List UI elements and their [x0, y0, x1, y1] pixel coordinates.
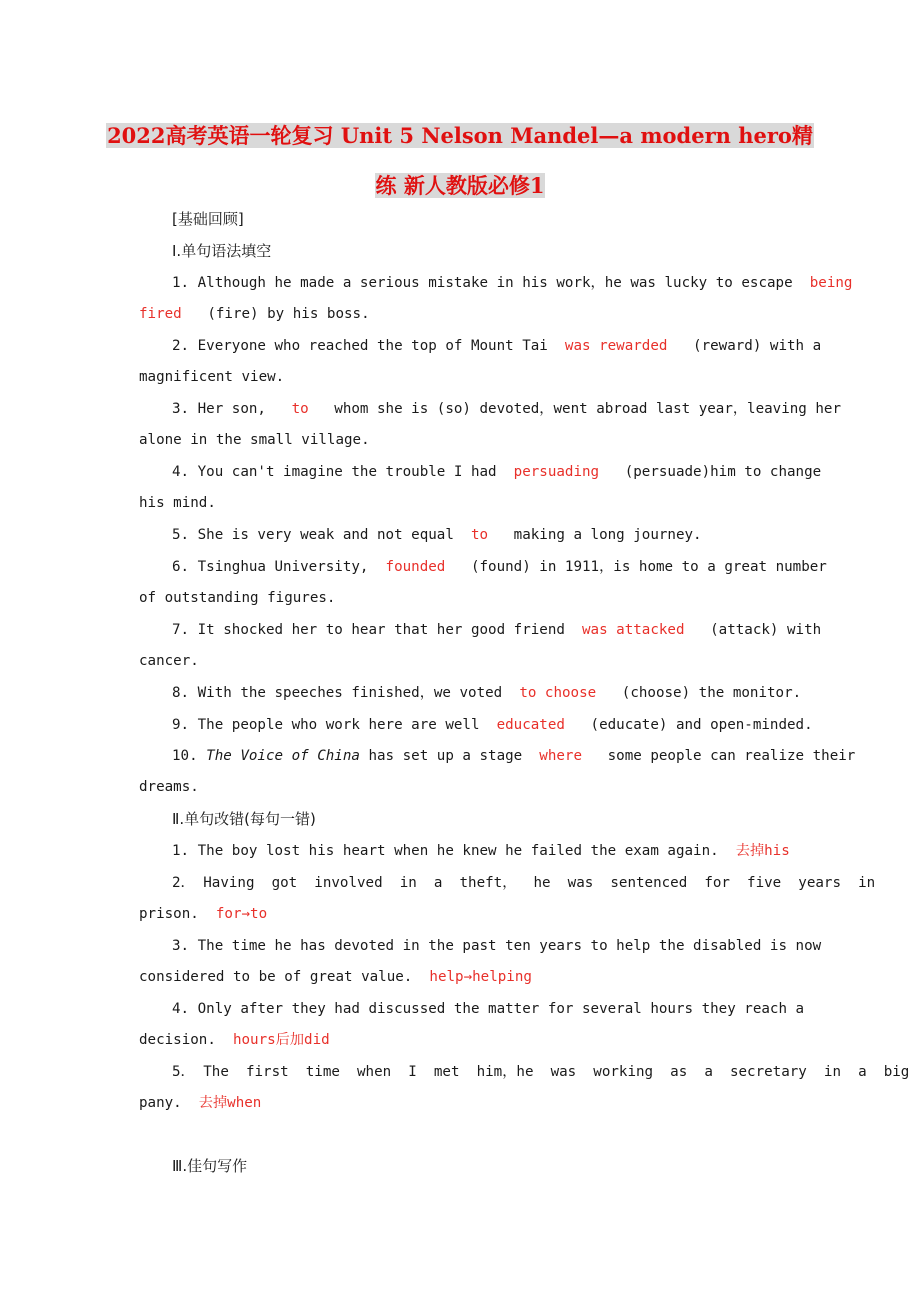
- doc-title-line1: 2022高考英语一轮复习 Unit 5 Nelson Mandel—a modern hero精: [107, 123, 813, 148]
- s2-q2: 2． Having got involved in a theft， he was sentenced for five years in: [172, 875, 876, 891]
- s2-q4-answer: hours后加did: [232, 1032, 330, 1048]
- s1-q10-cont: dreams.: [139, 779, 199, 795]
- s1-q6-cont: of outstanding figures.: [139, 590, 336, 606]
- s1-q10-answer: where: [539, 748, 583, 764]
- s2-q1-answer: 去掉his: [735, 843, 790, 859]
- basics-label: [基础回顾]: [172, 210, 244, 228]
- s1-q2: 2. Everyone who reached the top of Mount Tai was rewarded (reward) with a: [172, 338, 822, 354]
- s1-q10: 10. The Voice of China has set up a stage where some people can realize their: [172, 748, 856, 764]
- s2-q1: 1. The boy lost his heart when he knew he failed the exam again. 去掉his: [172, 843, 790, 859]
- s1-q8-answer: to choose: [519, 685, 597, 701]
- section3-heading: Ⅲ.佳句写作: [172, 1157, 248, 1175]
- section2-heading: Ⅱ.单句改错(每句一错): [172, 810, 316, 828]
- s1-q1: 1. Although he made a serious mistake in his work，he was lucky to escape being: [172, 275, 853, 291]
- s1-q4: 4. You can't imagine the trouble I had persuading (persuade)him to change: [172, 464, 822, 480]
- s2-q3-answer: help→helping: [429, 969, 532, 985]
- s2-q4: 4. Only after they had discussed the matter for several hours they reach a: [172, 1001, 805, 1017]
- s1-q9: 9. The people who work here are well educated (educate) and open-minded.: [172, 717, 813, 733]
- s1-q6: 6. Tsinghua University, founded (found) in 1911，is home to a great number: [172, 559, 827, 575]
- s2-q2-cont: prison. for→to: [139, 906, 268, 922]
- s2-q5-cont: pany. 去掉when: [139, 1095, 262, 1111]
- s1-q3: 3. Her son, to whom she is (so) devoted，went abroad last year，leaving her: [172, 401, 842, 417]
- s1-q7: 7. It shocked her to hear that her good friend was attacked (attack) with: [172, 622, 822, 638]
- s1-q2-answer: was rewarded: [564, 338, 668, 354]
- s1-q3-cont: alone in the small village.: [139, 432, 370, 448]
- s1-q1-cont: fired (fire) by his boss.: [139, 306, 370, 322]
- s2-q5: 5． The first time when I met him，he was working as a secretary in a big: [172, 1064, 910, 1080]
- s2-q5-answer: 去掉when: [198, 1095, 262, 1111]
- s1-q2-cont: magnificent view.: [139, 369, 285, 385]
- s1-q4-answer: persuading: [513, 464, 600, 480]
- doc-title-line2: 练 新人教版必修1: [375, 173, 545, 198]
- s1-q8: 8. With the speeches finished，we voted to choose (choose) the monitor.: [172, 685, 802, 701]
- section1-heading: Ⅰ.单句语法填空: [172, 242, 272, 260]
- s2-q2-answer: for→to: [215, 906, 268, 922]
- s1-q7-cont: cancer.: [139, 653, 199, 669]
- s1-q5-answer: to: [470, 527, 489, 543]
- s1-q9-answer: educated: [496, 717, 565, 733]
- s1-q7-answer: was attacked: [582, 622, 685, 638]
- s2-q3-cont: considered to be of great value. help→helping: [139, 969, 532, 985]
- s2-q4-cont: decision. hours后加did: [139, 1032, 330, 1048]
- s1-q1-answer: being: [809, 275, 853, 291]
- s1-q5: 5. She is very weak and not equal to making a long journey.: [172, 527, 702, 543]
- s1-q6-answer: founded: [385, 559, 446, 575]
- s1-q3-answer: to: [291, 401, 309, 417]
- s1-q4-cont: his mind.: [139, 495, 216, 511]
- s2-q3: 3. The time he has devoted in the past ten years to help the disabled is now: [172, 938, 822, 954]
